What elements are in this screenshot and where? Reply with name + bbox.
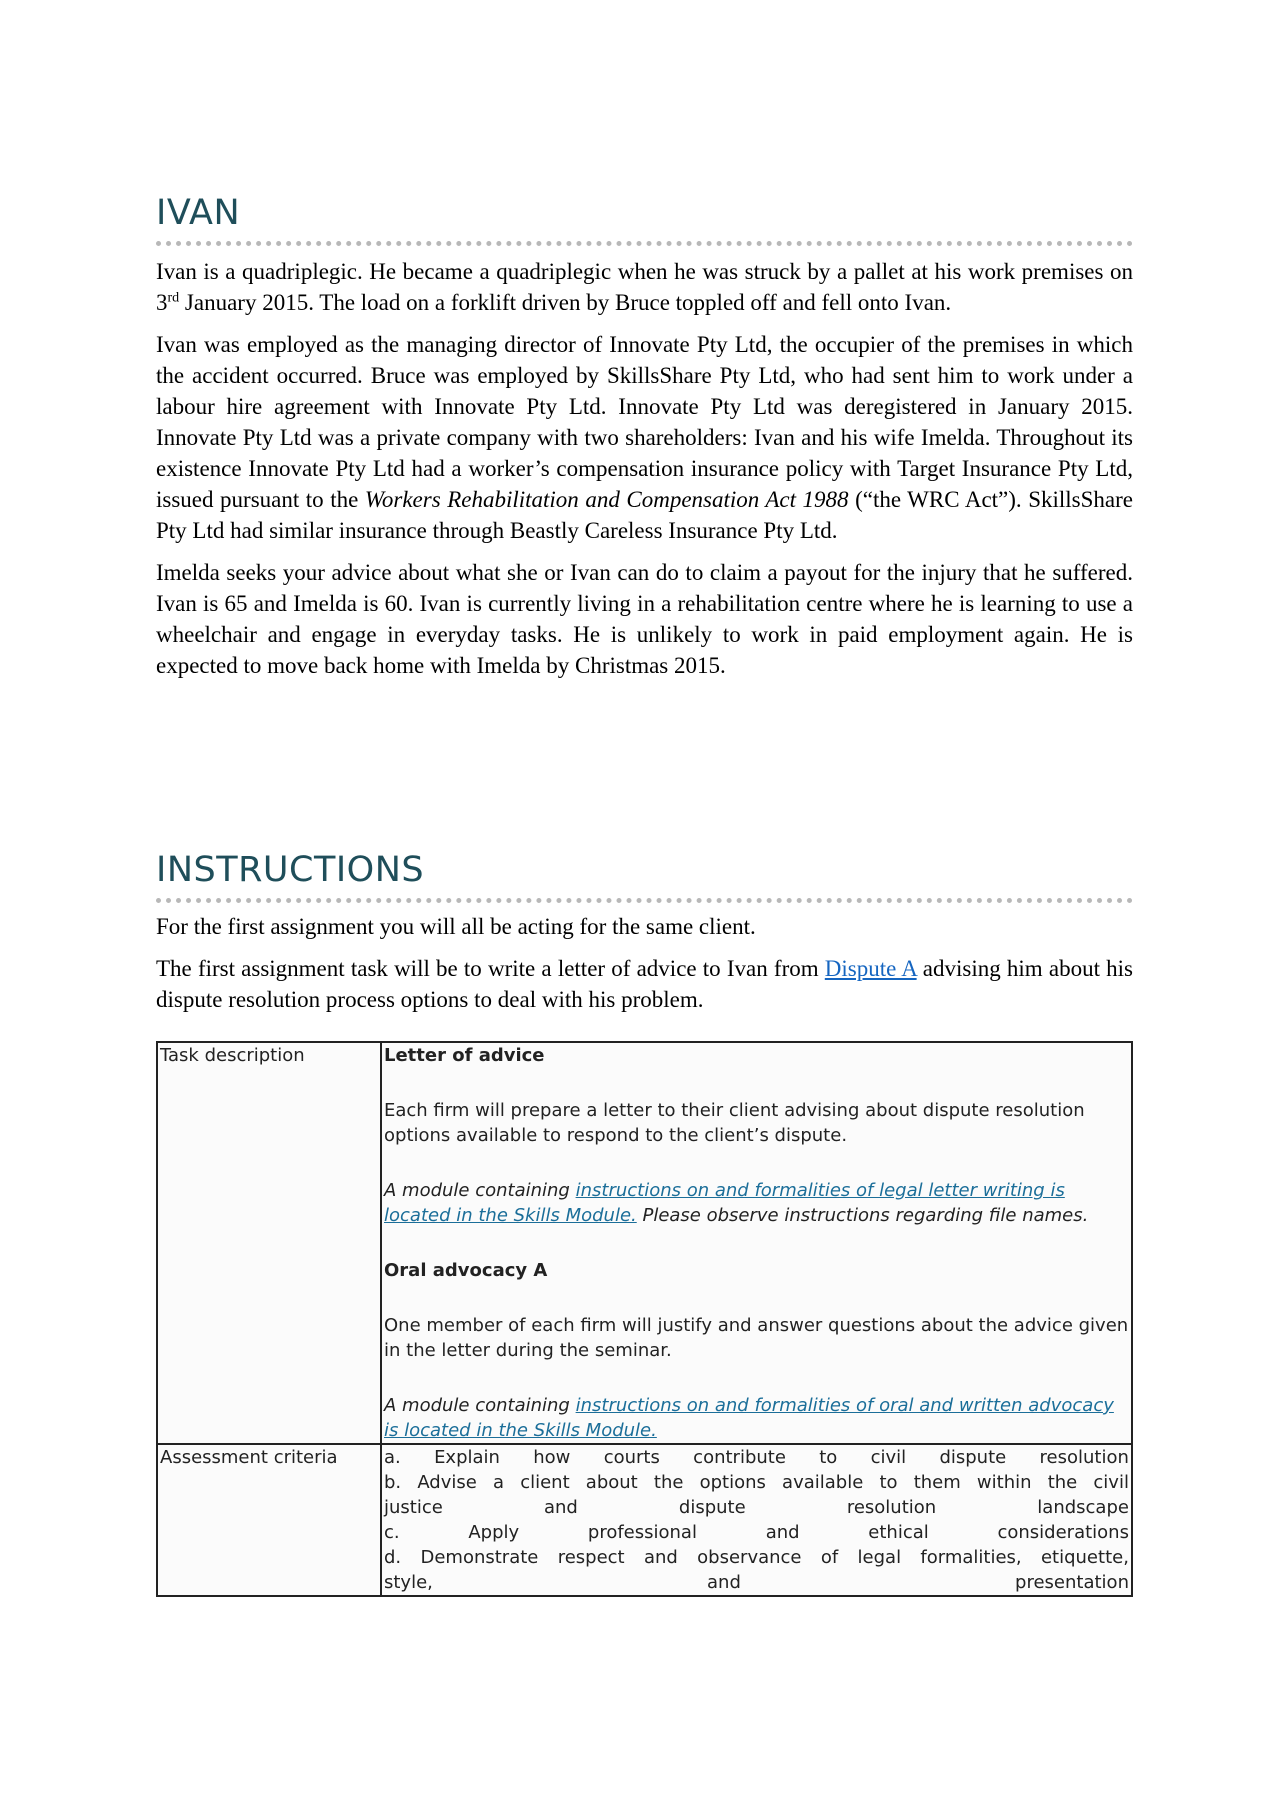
criteria-word: and	[643, 1547, 678, 1568]
criteria-word: considerations	[997, 1522, 1129, 1543]
criteria-word: presentation	[1015, 1572, 1129, 1593]
criteria-word: and	[543, 1497, 578, 1518]
task-description-label: Task description	[157, 1042, 381, 1444]
criteria-word: about	[585, 1472, 638, 1493]
criteria-word: available	[782, 1472, 864, 1493]
section-heading-instructions: INSTRUCTIONS	[156, 850, 1133, 903]
oral-advocacy-text: One member of each firm will justify and answer questions about the advice given in the letter during the seminar.	[384, 1315, 1129, 1361]
criteria-word: landscape	[1037, 1497, 1129, 1518]
criteria-line	[384, 1445, 1129, 1470]
criteria-word: civil	[870, 1447, 907, 1468]
instructions-paragraph-1: For the first assignment you will all be acting for the same client.	[156, 914, 756, 939]
criteria-word: a	[493, 1472, 505, 1493]
criteria-word: the	[653, 1472, 684, 1493]
criteria-word: resolution	[846, 1497, 937, 1518]
act-title: Workers Rehabilitation and Compensation Act 1988	[364, 487, 849, 512]
text-run: (“the WRC Act”). SkillsShare Pty Ltd had similar insurance through Beastly Careless Insurance Pty Ltd.	[156, 487, 1133, 543]
text-run: A module containing	[384, 1395, 576, 1416]
criteria-word: them	[913, 1472, 961, 1493]
criteria-word: courts	[603, 1447, 660, 1468]
text-run: Please observe instructions regarding file names.	[636, 1205, 1089, 1226]
superscript: rd	[167, 290, 180, 306]
criteria-word: dispute	[678, 1497, 746, 1518]
criteria-line	[384, 1495, 1129, 1520]
ivan-paragraph-1	[156, 256, 1133, 318]
assessment-criteria-label: Assessment criteria	[157, 1444, 381, 1596]
criteria-word: to	[879, 1472, 898, 1493]
instructions-paragraph-2	[156, 953, 1133, 1015]
criteria-word: justice	[384, 1497, 443, 1518]
assessment-criteria-cell	[381, 1444, 1132, 1596]
criteria-word: legal	[857, 1547, 902, 1568]
criteria-word: a.	[384, 1447, 401, 1468]
criteria-word: and	[765, 1522, 800, 1543]
criteria-word: client	[520, 1472, 570, 1493]
ivan-paragraph-3: Imelda seeks your advice about what she or Ivan can do to claim a payout for the injury that he suffered. Ivan is 65 and Imelda is 60. Ivan is currently living in a rehabilitation centre where he is learning to use a wheelchair and engage in everyday tasks. He is unlikely to work in paid employment again. He is expected to move back home with Imelda by Christmas 2015.	[156, 560, 1133, 678]
criteria-word: respect	[557, 1547, 625, 1568]
criteria-word: style,	[384, 1572, 433, 1593]
criteria-word: ethical	[868, 1522, 929, 1543]
criteria-word: to	[819, 1447, 838, 1468]
criteria-word: dispute	[939, 1447, 1007, 1468]
criteria-word: Demonstrate	[420, 1547, 539, 1568]
criteria-word: civil	[1093, 1472, 1129, 1493]
ivan-section-body	[156, 256, 1133, 692]
text-run: The first assignment task will be to write a letter of advice to Ivan from	[156, 956, 825, 981]
task-description-cell	[381, 1042, 1132, 1444]
criteria-word: the	[1047, 1472, 1078, 1493]
letter-module-note	[384, 1178, 1129, 1228]
criteria-word: within	[976, 1472, 1032, 1493]
criteria-line	[384, 1470, 1129, 1495]
section-heading-ivan: IVAN	[156, 193, 1133, 246]
criteria-word: and	[707, 1572, 741, 1593]
criteria-line	[384, 1570, 1129, 1595]
oral-module-note	[384, 1393, 1129, 1443]
criteria-word: professional	[587, 1522, 697, 1543]
criteria-line	[384, 1520, 1129, 1545]
criteria-word: Explain	[434, 1447, 500, 1468]
dispute-a-link[interactable]: Dispute A	[824, 956, 917, 981]
criteria-word: etiquette,	[1040, 1547, 1129, 1568]
criteria-word: c.	[384, 1522, 400, 1543]
criteria-word: Apply	[468, 1522, 520, 1543]
instructions-body	[156, 911, 1133, 1026]
criteria-line	[384, 1545, 1129, 1570]
criteria-word: resolution	[1039, 1447, 1129, 1468]
letter-of-advice-heading: Letter of advice	[384, 1045, 545, 1066]
letter-writing-module-link[interactable]: instructions on and formalities of legal letter writing is located in the Skills Module.	[384, 1180, 1065, 1226]
letter-of-advice-text: Each firm will prepare a letter to their client advising about dispute resolution options available to respond to the client’s dispute.	[384, 1100, 1085, 1146]
table-row-assessment-criteria	[157, 1444, 1132, 1596]
criteria-word: of	[820, 1547, 839, 1568]
text-run: January 2015. The load on a forklift driven by Bruce toppled off and fell onto Ivan.	[179, 290, 952, 315]
text-run: advising him about his dispute resolution process options to deal with his problem.	[156, 956, 1133, 1012]
criteria-word: Advise	[417, 1472, 477, 1493]
criteria-word: d.	[384, 1547, 402, 1568]
text-run: Ivan is a quadriplegic. He became a quadriplegic when he was struck by a pallet at his work premises on 3	[156, 259, 1133, 315]
text-run: Ivan was employed as the managing director of Innovate Pty Ltd, the occupier of the premises in which the accident occurred. Bruce was employed by SkillsShare Pty Ltd, who had sent him to work under a labour hire agreement with Innovate Pty Ltd. Innovate Pty Ltd was deregistered in January 2015. Innovate Pty Ltd was a private company with two shareholders: Ivan and his wife Imelda. Throughout its existence Innovate Pty Ltd had a worker’s compensation insurance policy with Target Insurance Pty Ltd, issued pursuant to the	[156, 332, 1133, 512]
criteria-word: options	[699, 1472, 766, 1493]
criteria-word: how	[533, 1447, 571, 1468]
criteria-word: observance	[697, 1547, 802, 1568]
advocacy-module-link[interactable]: instructions on and formalities of oral and written advocacy is located in the Skills Module.	[384, 1395, 1114, 1441]
criteria-word: b.	[384, 1472, 402, 1493]
criteria-word: contribute	[693, 1447, 786, 1468]
ivan-paragraph-2	[156, 329, 1133, 546]
criteria-word: formalities,	[920, 1547, 1022, 1568]
text-run: A module containing	[384, 1180, 576, 1201]
task-table	[156, 1041, 1133, 1597]
table-row-task-description	[157, 1042, 1132, 1444]
oral-advocacy-heading: Oral advocacy A	[384, 1260, 548, 1281]
